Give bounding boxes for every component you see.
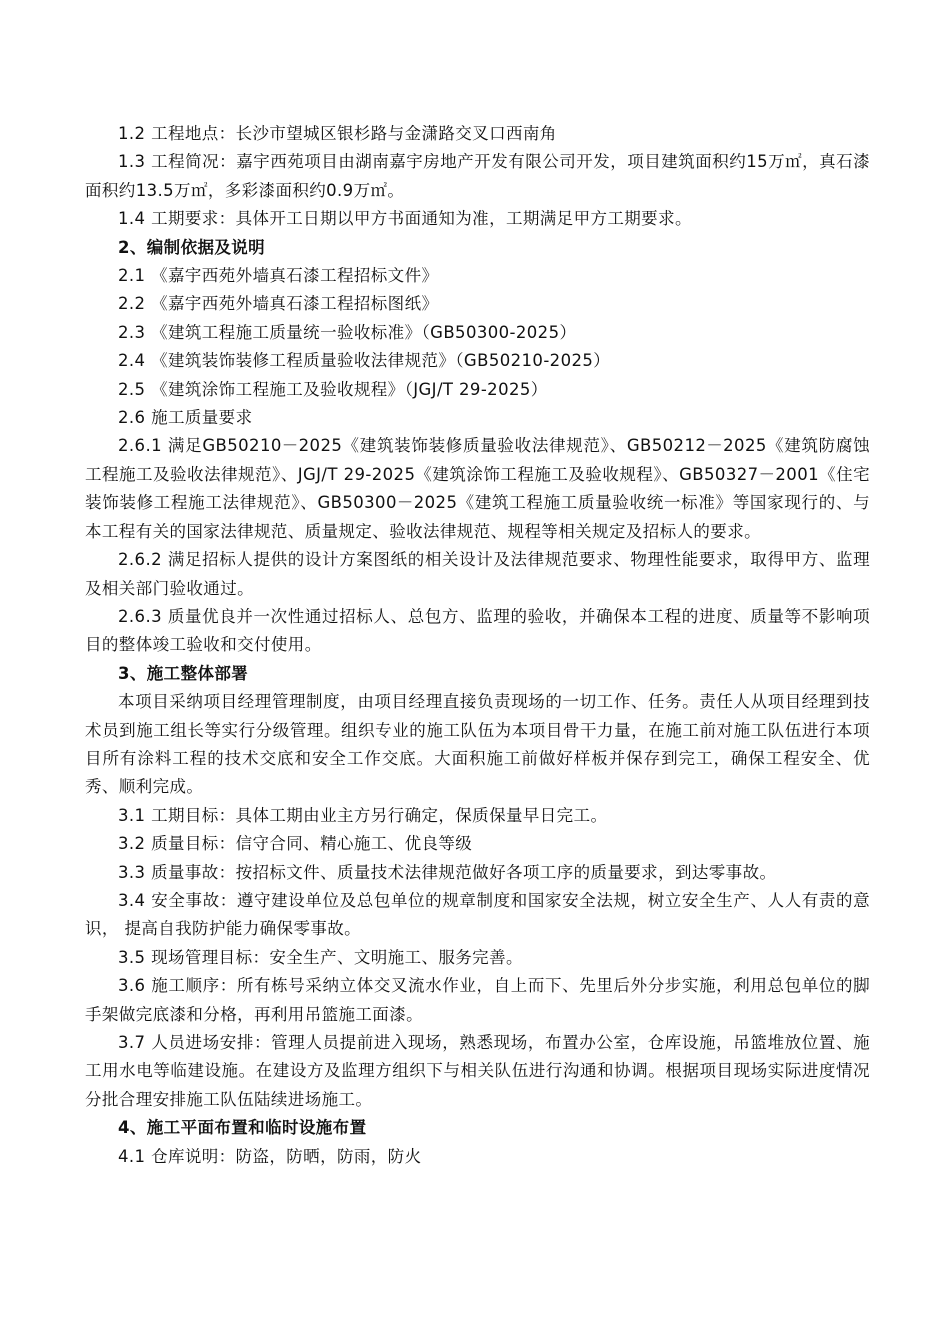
paragraph-3-3: 3.3 质量事故：按招标文件、质量技术法律规范做好各项工序的质量要求，到达零事故。 bbox=[118, 862, 777, 882]
paragraph-3-4: 3.4 安全事故：遵守建设单位及总包单位的规章制度和国家安全法规，树立安全生产、人人有责的意识， 提高自我防护能力确保零事故。 bbox=[85, 890, 870, 939]
document-body bbox=[85, 120, 870, 1171]
paragraph-2-6-2: 2.6.2 满足招标人提供的设计方案图纸的相关设计及法律规范要求、物理性能要求，取得甲方、监理及相关部门验收通过。 bbox=[85, 550, 870, 598]
paragraph-3-5: 3.5 现场管理目标：安全生产、文明施工、服务完善。 bbox=[118, 947, 523, 967]
paragraph-4-1: 4.1 仓库说明：防盗，防晒，防雨，防火 bbox=[118, 1146, 422, 1166]
paragraph-2-6: 2.6 施工质量要求 bbox=[118, 408, 253, 428]
paragraph-2-1: 2.1 《嘉宇西苑外墙真石漆工程招标文件》 bbox=[118, 266, 439, 286]
paragraph-3-intro: 本项目采纳项目经理管理制度，由项目经理直接负责现场的一切工作、任务。责任人从项目经理到技术员到施工组长等实行分级管理。组织专业的施工队伍为本项目骨干力量，在施工前对施工队伍进行本项目所有涂料工程的技术交底和安全工作交底。大面积施工前做好样板并保存到完工，确保工程安全、优秀、顺利完成。 bbox=[85, 692, 870, 797]
paragraph-2-2: 2.2 《嘉宇西苑外墙真石漆工程招标图纸》 bbox=[118, 294, 439, 314]
paragraph-3-1: 3.1 工期目标：具体工期由业主方另行确定，保质保量早日完工。 bbox=[118, 805, 608, 825]
heading-section-3: 3、施工整体部署 bbox=[118, 663, 249, 683]
paragraph-2-6-1: 2.6.1 满足GB50210－2025《建筑装饰装修质量验收法律规范》、GB50212－2025《建筑防腐蚀工程施工及验收法律规范》、JGJ/T 29-2025《建筑涂饰工程施工及验收规程》、GB50327－2001《住宅装饰装修工程施工法律规范》、GB50300－2025《建筑工程施工质量验收统一标准》等国家现行的、与本工程有关的国家法律规范、质量规定、验收法律规范、规程等相关规定及招标人的要求。 bbox=[85, 436, 870, 541]
paragraph-2-6-3: 2.6.3 质量优良并一次性通过招标人、总包方、监理的验收，并确保本工程的进度、质量等不影响项目的整体竣工验收和交付使用。 bbox=[85, 606, 870, 655]
paragraph-2-3: 2.3 《建筑工程施工质量统一验收标准》（GB50300-2025） bbox=[118, 322, 577, 342]
paragraph-3-2: 3.2 质量目标：信守合同、精心施工、优良等级 bbox=[118, 834, 473, 854]
paragraph-3-7: 3.7 人员进场安排：管理人员提前进入现场，熟悉现场，布置办公室，仓库设施，吊篮堆放位置、施工用水电等临建设施。在建设方及监理方组织下与相关队伍进行沟通和协调。根据项目现场实际进度情况分批合理安排施工队伍陆续进场施工。 bbox=[85, 1033, 870, 1109]
paragraph-2-5: 2.5 《建筑涂饰工程施工及验收规程》（JGJ/T 29-2025） bbox=[118, 379, 548, 399]
paragraph-1-2: 1.2 工程地点：长沙市望城区银杉路与金潇路交叉口西南角 bbox=[118, 124, 557, 143]
paragraph-1-4: 1.4 工期要求：具体开工日期以甲方书面通知为准，工期满足甲方工期要求。 bbox=[118, 209, 692, 229]
heading-section-2: 2、编制依据及说明 bbox=[118, 237, 266, 257]
paragraph-3-6: 3.6 施工顺序：所有栋号采纳立体交叉流水作业，自上而下、先里后外分步实施，利用总包单位的脚手架做完底漆和分格，再利用吊篮施工面漆。 bbox=[85, 976, 870, 1024]
paragraph-2-4: 2.4 《建筑装饰装修工程质量验收法律规范》（GB50210-2025） bbox=[118, 351, 611, 371]
heading-section-4: 4、施工平面布置和临时设施布置 bbox=[118, 1118, 367, 1138]
paragraph-1-3: 1.3 工程简况：嘉宇西苑项目由湖南嘉宇房地产开发有限公司开发，项目建筑面积约15万㎡，真石漆面积约13.5万㎡，多彩漆面积约0.9万㎡。 bbox=[85, 152, 870, 200]
